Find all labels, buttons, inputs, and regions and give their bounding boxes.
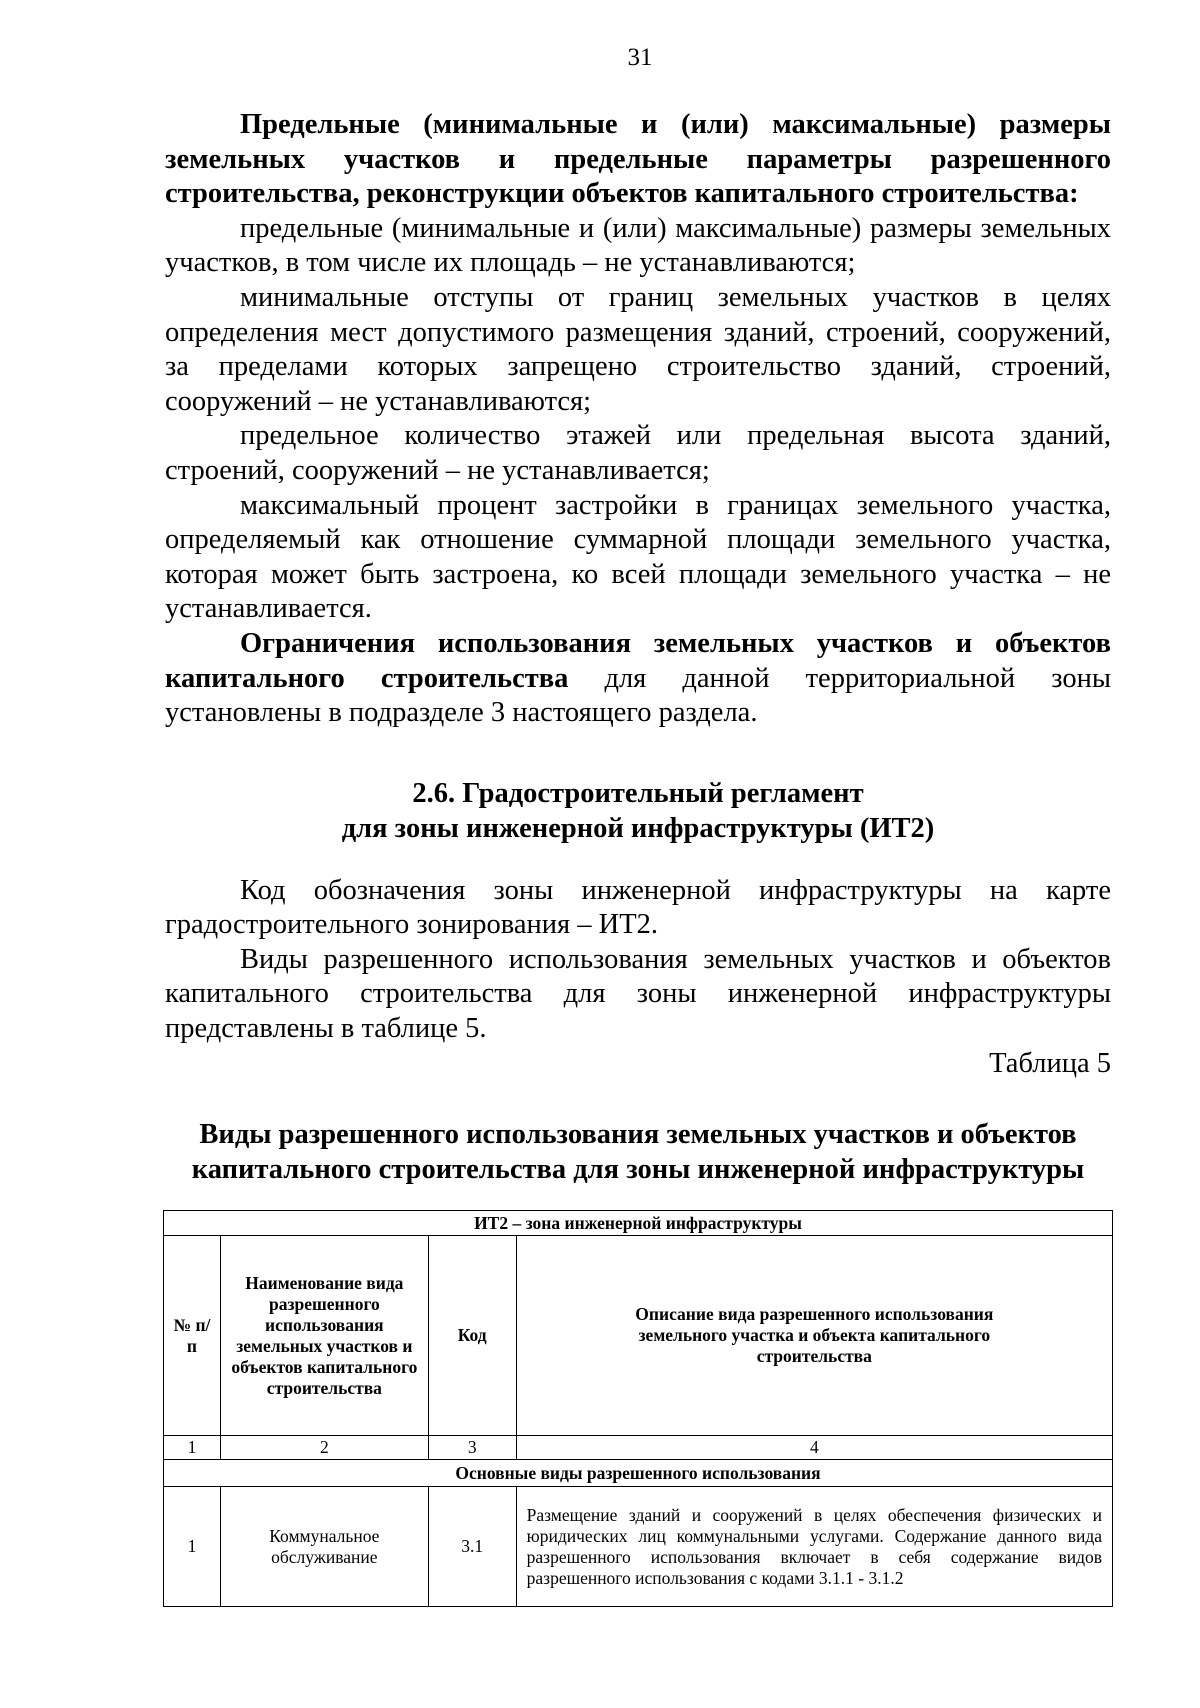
column-index-1: 1 bbox=[164, 1436, 221, 1460]
table-title bbox=[165, 1117, 1111, 1187]
row-num: 1 bbox=[164, 1487, 221, 1607]
section-title-line1: 2.6. Градостроительный регламент bbox=[412, 777, 864, 809]
group-header-cell: Основные виды разрешенного использования bbox=[164, 1460, 1113, 1487]
column-index-2: 2 bbox=[220, 1436, 428, 1460]
limits-item-coverage: максимальный процент застройки в границах земельного участка, определяемый как отношение суммарной площади земельного участка, которая может быть застроена, ко всей площади земельного участка – не устанавливается. bbox=[165, 489, 1111, 625]
header-num: № п/п bbox=[164, 1236, 221, 1436]
table-row bbox=[164, 1487, 1113, 1607]
row-description: Размещение зданий и сооружений в целях обеспечения физических и юридических лиц коммунальными услугами. Содержание данного вида разрешенного использования включает в себя содержание видов разрешенного использования с кодами 3.1.1 - 3.1.2 bbox=[516, 1487, 1112, 1607]
document-body bbox=[165, 108, 1111, 1187]
header-name: Наименование вида разрешенного использования земельных участков и объектов капитального строительства bbox=[220, 1236, 428, 1436]
limits-item-setbacks: минимальные отступы от границ земельных участков в целях определения мест допустимого размещения зданий, строений, сооружений, за пределами которых запрещено строительство зданий, строений, сооружений – не устанавливаются; bbox=[165, 281, 1111, 417]
restrictions-text: для данной территориальной зоны установлены в подразделе 3 настоящего раздела. bbox=[165, 662, 1111, 729]
column-index-3: 3 bbox=[428, 1436, 516, 1460]
zone-uses-paragraph: Виды разрешенного использования земельных участков и объектов капитального строительства для зоны инженерной инфраструктуры представлены в таблице 5. bbox=[165, 943, 1111, 1045]
table-title-line2: капитального строительства для зоны инженерной инфраструктуры bbox=[191, 1154, 1085, 1186]
section-title bbox=[165, 776, 1111, 846]
header-description: Описание вида разрешенного использования земельного участка и объекта капитального строительства bbox=[516, 1236, 1112, 1436]
row-name: Коммунальное обслуживание bbox=[220, 1487, 428, 1607]
table-title-line1: Виды разрешенного использования земельных участков и объектов bbox=[199, 1119, 1077, 1151]
permitted-uses-table bbox=[163, 1210, 1113, 1607]
zone-code-paragraph: Код обозначения зоны инженерной инфраструктуры на карте градостроительного зонирования – ИТ2. bbox=[165, 874, 1111, 941]
column-index-4: 4 bbox=[516, 1436, 1112, 1460]
limits-item-area: предельные (минимальные и (или) максимальные) размеры земельных участков, в том числе их площадь – не устанавливаются; bbox=[165, 212, 1111, 279]
restrictions-bold-text: Ограничения использования земельных участков и объектов капитального строительства bbox=[165, 627, 1111, 694]
limits-heading: Предельные (минимальные и (или) максимальные) размеры земельных участков и предельные параметры разрешенного строительства, реконструкции объектов капитального строительства: bbox=[165, 109, 1111, 210]
row-code: 3.1 bbox=[428, 1487, 516, 1607]
zone-header-cell: ИТ2 – зона инженерной инфраструктуры bbox=[164, 1211, 1113, 1236]
page-number: 31 bbox=[627, 44, 653, 71]
section-title-line2: для зоны инженерной инфраструктуры (ИТ2) bbox=[341, 812, 935, 844]
restrictions-paragraph bbox=[165, 627, 1111, 731]
table-label: Таблица 5 bbox=[989, 1047, 1111, 1079]
limits-item-floors: предельное количество этажей или предельная высота зданий, строений, сооружений – не устанавливается; bbox=[165, 420, 1111, 486]
header-code: Код bbox=[428, 1236, 516, 1436]
